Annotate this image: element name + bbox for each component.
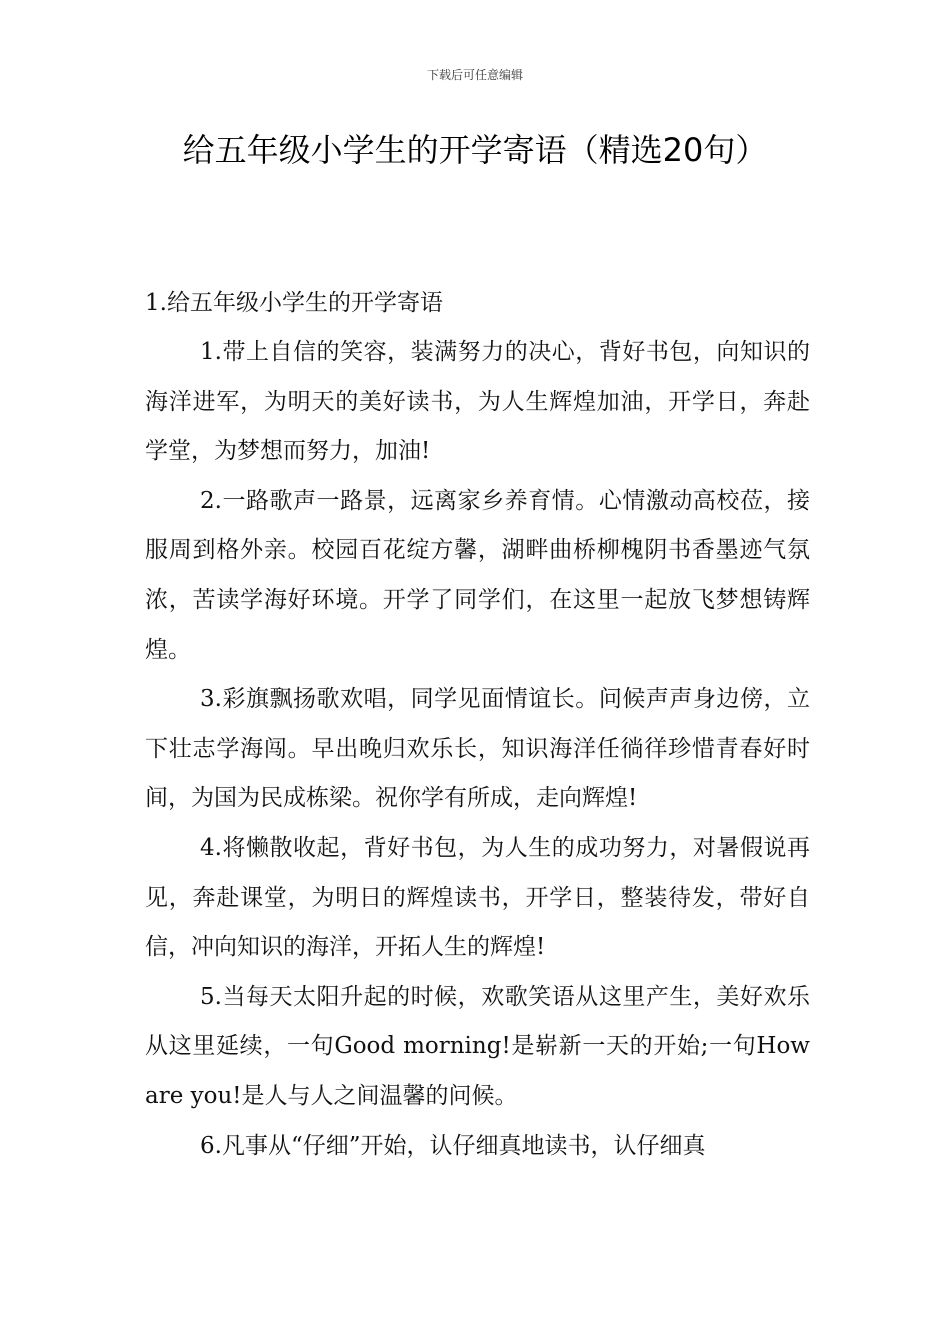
paragraph-2: 2.一路歌声一路景，远离家乡养育情。心情激动高校莅，接服周到格外亲。校园百花绽方馨，湖畔曲桥柳槐阴书香墨迹气氛浓，苦读学海好环境。开学了同学们，在这里一起放飞梦想铸辉煌。 xyxy=(145,487,810,663)
paragraph-5: 5.当每天太阳升起的时候，欢歌笑语从这里产生，美好欢乐从这里延续，一句Good morning!是崭新一天的开始;一句How are you!是人与人之间温馨的问候。 xyxy=(145,983,810,1109)
paragraph-3: 3.彩旗飘扬歌欢唱，同学见面情谊长。问候声声身边傍，立下壮志学海闯。早出晚归欢乐长，知识海洋任徜徉珍惜青春好时间，为国为民成栋梁。祝你学有所成，走向辉煌! xyxy=(145,686,810,812)
section-heading: 1.给五年级小学生的开学寄语 xyxy=(145,290,443,316)
document-body xyxy=(145,278,810,1171)
header-note: 下载后可任意编辑 xyxy=(426,68,523,82)
paragraph-1: 1.带上自信的笑容，装满努力的决心，背好书包，向知识的海洋进军，为明天的美好读书，为人生辉煌加油，开学日，奔赴学堂，为梦想而努力，加油! xyxy=(145,339,810,465)
document-title: 给五年级小学生的开学寄语（精选20句） xyxy=(182,131,768,169)
paragraph-4: 4.将懒散收起，背好书包，为人生的成功努力，对暑假说再见，奔赴课堂，为明日的辉煌读书，开学日，整装待发，带好自信，冲向知识的海洋，开拓人生的辉煌! xyxy=(145,834,810,961)
paragraph-6: 6.凡事从“仔细”开始，认仔细真地读书，认仔细真 xyxy=(200,1132,706,1159)
